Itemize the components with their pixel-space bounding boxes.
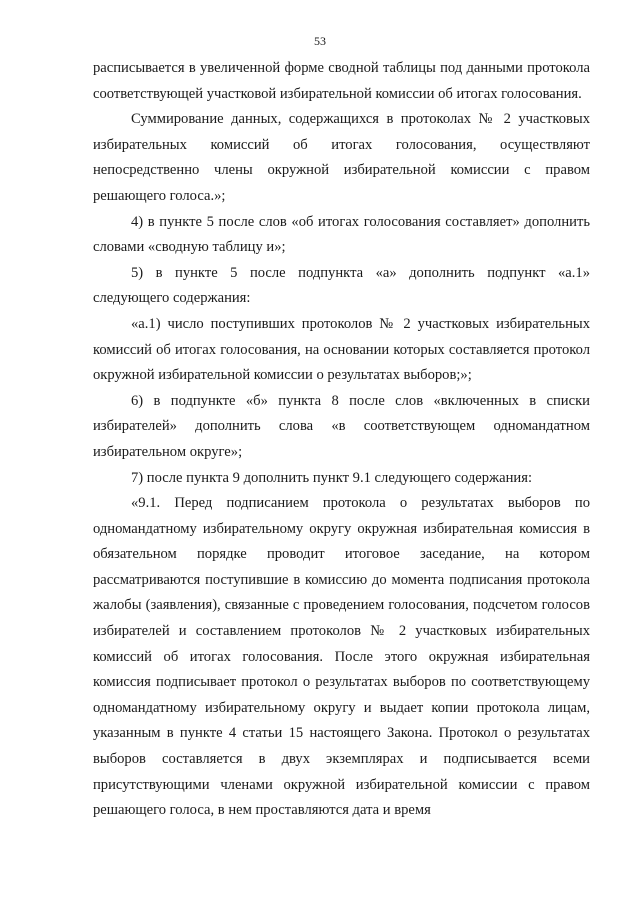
paragraph-4: 5) в пункте 5 после подпункта «а» дополнить подпункт «а.1» следующего содержания: [93, 264, 590, 307]
paragraph-8: «9.1. Перед подписанием протокола о результатах выборов по одномандатному избирательному округу окружная избирательная комиссия в обязательном порядке проводит итоговое заседание, на котором рассматриваются поступившие в комиссию до момента подписания протокола жалобы (заявления), связанные с проведением голосования, подсчетом голосов избирателей и составлением протоколов № 2 участковых избирательных комиссий об итогах голосования. После этого окружная избирательная комиссия подписывает протокол о результатах выборов по соответствующему одномандатному избирательному округу и выдает копии протокола лицам, указанным в пункте 4 статьи 15 настоящего Закона. Протокол о результатах выборов составляется в двух экземплярах и подписывается всеми присутствующими членами окружной избирательной комиссии с правом решающего голоса, в нем проставляются дата и время [93, 495, 590, 819]
paragraph-7: 7) после пункта 9 дополнить пункт 9.1 следующего содержания: [131, 469, 533, 486]
paragraph-5: «а.1) число поступивших протоколов № 2 участковых избирательных комиссий об итогах голосования, на основании которых составляется протокол окружной избирательной комиссии о результатах выборов;»; [93, 315, 590, 384]
paragraph-3: 4) в пункте 5 после слов «об итогах голосования составляет» дополнить словами «сводную таблицу и»; [93, 213, 590, 256]
paragraph-2: Суммирование данных, содержащихся в протоколах № 2 участковых избирательных комиссий об итогах голосования, осуществляют непосредственно члены окружной избирательной комиссии с правом решающего голоса.»; [93, 111, 590, 204]
paragraph-1: расписывается в увеличенной форме сводной таблицы под данными протокола соответствующей участковой избирательной комиссии об итогах голосования. [93, 60, 590, 102]
document-body [93, 56, 590, 824]
page-number: 53 [314, 34, 326, 48]
paragraph-6: 6) в подпункте «б» пункта 8 после слов «включенных в списки избирателей» дополнить слова «в соответствующем одномандатном избирательном округе»; [93, 392, 590, 460]
